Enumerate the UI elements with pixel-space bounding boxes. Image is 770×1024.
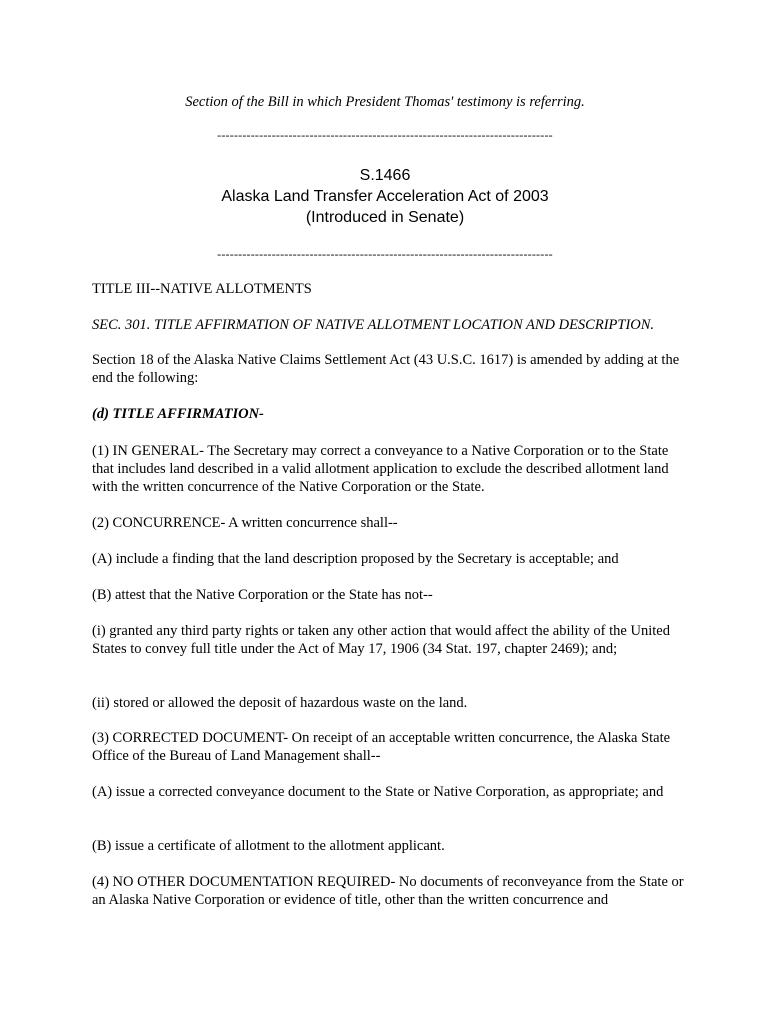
bill-status: (Introduced in Senate) [305,209,465,226]
divider-top: -------------------------------------------------------------------------------- [217,128,553,142]
paragraph-3-b: (B) issue a certificate of allotment to the allotment applicant. [92,838,445,854]
title-heading: TITLE III--NATIVE ALLOTMENTS [92,281,312,297]
amendment-intro: Section 18 of the Alaska Native Claims Settlement Act (43 U.S.C. 1617) is amended by adding at the end the following: [92,352,680,386]
paragraph-2-b-i: (i) granted any third party rights or taken any other action that would affect the ability of the United States to convey full title under the Act of May 17, 1906 (34 Stat. 197, chapter 2469); and; [92,623,670,657]
bill-title: Alaska Land Transfer Acceleration Act of 2003 [221,188,549,205]
intro-note: Section of the Bill in which President Thomas' testimony is referring. [185,94,585,110]
bill-number: S.1466 [359,167,411,184]
paragraph-2-b-ii: (ii) stored or allowed the deposit of hazardous waste on the land. [92,695,468,711]
paragraph-2-b: (B) attest that the Native Corporation or the State has not-- [92,587,433,603]
paragraph-3-a: (A) issue a corrected conveyance document to the State or Native Corporation, as appropriate; and [92,784,664,800]
paragraph-1-general: (1) IN GENERAL- The Secretary may correct a conveyance to a Native Corporation or to the State that includes land described in a valid allotment application to exclude the described allotment land with the written concurrence of the Native Corporation or the State. [92,443,669,495]
divider-bottom: -------------------------------------------------------------------------------- [217,247,553,261]
paragraph-2-concurrence: (2) CONCURRENCE- A written concurrence shall-- [92,515,398,531]
subsection-d-heading: (d) TITLE AFFIRMATION- [92,406,264,422]
paragraph-3-corrected: (3) CORRECTED DOCUMENT- On receipt of an acceptable written concurrence, the Alaska State Office of the Bureau of Land Management shall-- [92,730,671,764]
paragraph-4-no-other: (4) NO OTHER DOCUMENTATION REQUIRED- No documents of reconveyance from the State or an Alaska Native Corporation or evidence of title, other than the written concurrence and [92,874,684,908]
paragraph-2-a: (A) include a finding that the land description proposed by the Secretary is acceptable; and [92,551,619,567]
section-heading: SEC. 301. TITLE AFFIRMATION OF NATIVE ALLOTMENT LOCATION AND DESCRIPTION. [92,317,655,333]
